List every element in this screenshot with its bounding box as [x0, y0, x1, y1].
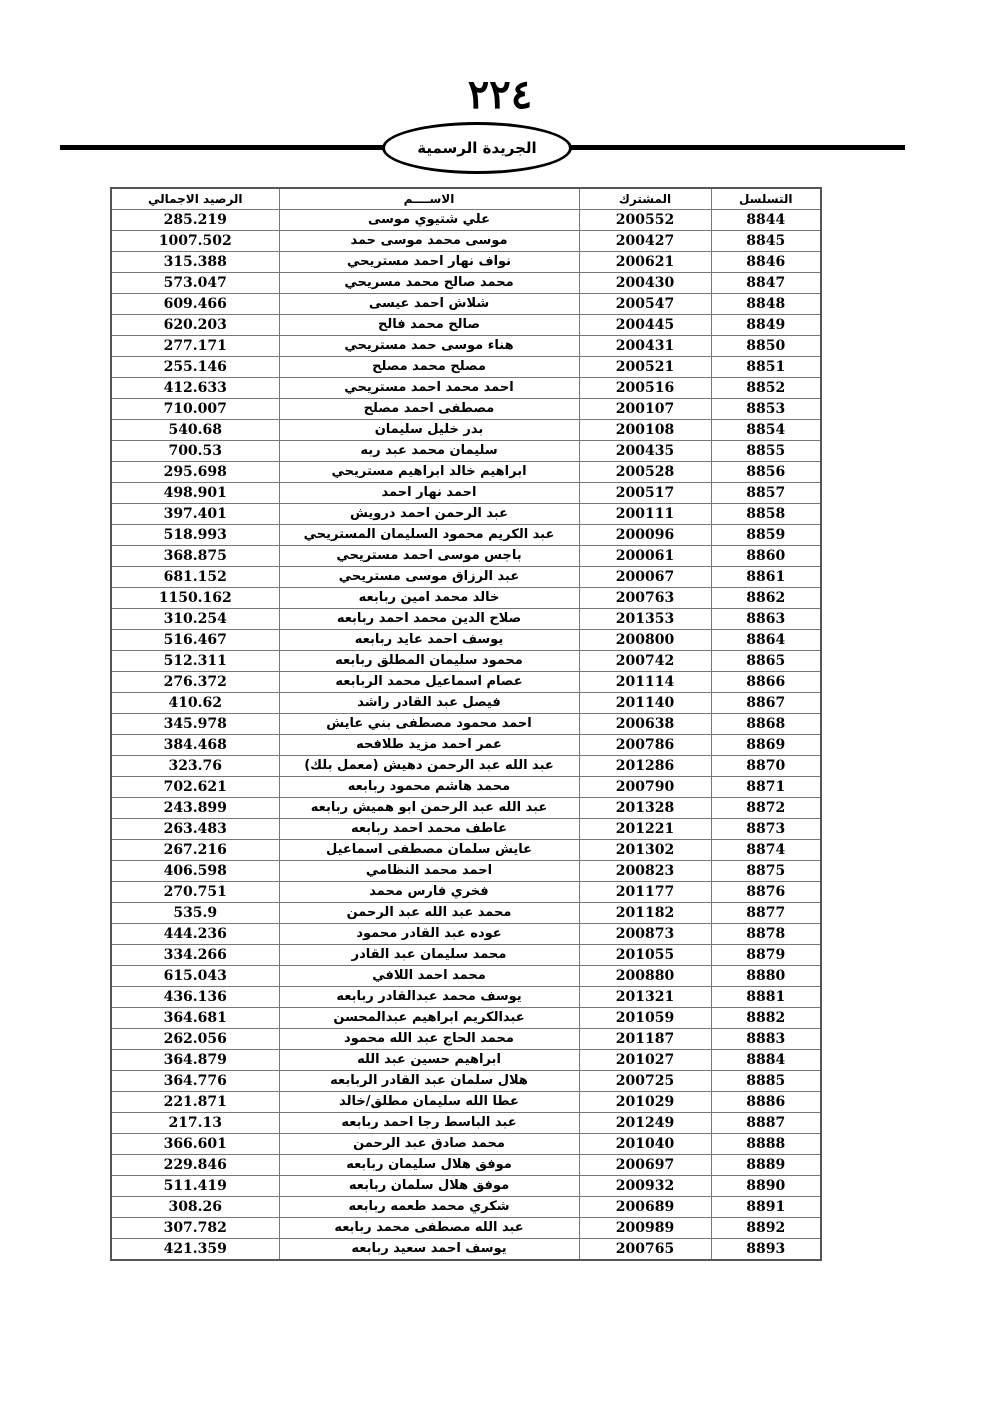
table-row	[111, 336, 821, 357]
subscriber-cell: 201328	[579, 798, 711, 819]
serial-cell: 8878	[711, 924, 821, 945]
table-row	[111, 1218, 821, 1239]
name-cell: محمد احمد اللافي	[279, 966, 579, 987]
table-row	[111, 945, 821, 966]
balance-cell: 384.468	[111, 735, 279, 756]
table-row	[111, 504, 821, 525]
subscriber-cell: 200989	[579, 1218, 711, 1239]
serial-cell: 8858	[711, 504, 821, 525]
table-row	[111, 1155, 821, 1176]
table-row	[111, 714, 821, 735]
balance-cell: 270.751	[111, 882, 279, 903]
balance-cell: 609.466	[111, 294, 279, 315]
serial-cell: 8876	[711, 882, 821, 903]
serial-cell: 8850	[711, 336, 821, 357]
serial-cell: 8855	[711, 441, 821, 462]
subscriber-cell: 201114	[579, 672, 711, 693]
balance-cell: 516.467	[111, 630, 279, 651]
table-row	[111, 756, 821, 777]
balance-cell: 397.401	[111, 504, 279, 525]
name-cell: محمد الحاج عبد الله محمود	[279, 1029, 579, 1050]
subscriber-cell: 200873	[579, 924, 711, 945]
table-row	[111, 924, 821, 945]
table-row	[111, 231, 821, 252]
subscriber-cell: 200742	[579, 651, 711, 672]
table-row	[111, 651, 821, 672]
balance-cell: 345.978	[111, 714, 279, 735]
balance-cell: 243.899	[111, 798, 279, 819]
subscriber-cell: 200621	[579, 252, 711, 273]
subscriber-cell: 201353	[579, 609, 711, 630]
serial-cell: 8873	[711, 819, 821, 840]
gazette-title-oval	[382, 122, 572, 174]
table-row	[111, 630, 821, 651]
subscriber-cell: 201182	[579, 903, 711, 924]
subscriber-cell: 200111	[579, 504, 711, 525]
serial-cell: 8846	[711, 252, 821, 273]
serial-cell: 8856	[711, 462, 821, 483]
balance-cell: 364.681	[111, 1008, 279, 1029]
table-row	[111, 294, 821, 315]
balance-cell: 262.056	[111, 1029, 279, 1050]
name-cell: عبد الرزاق موسى مستريحي	[279, 567, 579, 588]
serial-cell: 8888	[711, 1134, 821, 1155]
subscriber-cell: 200689	[579, 1197, 711, 1218]
name-cell: عمر احمد مزيد طلافحه	[279, 735, 579, 756]
subscriber-cell: 200763	[579, 588, 711, 609]
serial-cell: 8866	[711, 672, 821, 693]
name-cell: عبد الله عبد الرحمن دهيش (معمل بلك)	[279, 756, 579, 777]
balance-cell: 512.311	[111, 651, 279, 672]
subscriber-cell: 200932	[579, 1176, 711, 1197]
serial-cell: 8883	[711, 1029, 821, 1050]
name-cell: احمد محمد النظامي	[279, 861, 579, 882]
subscriber-cell: 200552	[579, 210, 711, 231]
table-row	[111, 420, 821, 441]
table-row	[111, 399, 821, 420]
name-cell: هناء موسى حمد مستريحي	[279, 336, 579, 357]
balance-cell: 263.483	[111, 819, 279, 840]
column-header-subscriber: المشترك	[579, 188, 711, 210]
subscriber-cell: 200108	[579, 420, 711, 441]
table-row	[111, 462, 821, 483]
table-row	[111, 987, 821, 1008]
serial-cell: 8844	[711, 210, 821, 231]
serial-cell: 8890	[711, 1176, 821, 1197]
table-row	[111, 1092, 821, 1113]
subscriber-cell: 200765	[579, 1239, 711, 1261]
name-cell: عطا الله سليمان مطلق/خالد	[279, 1092, 579, 1113]
name-cell: عبد الباسط رجا احمد ربابعه	[279, 1113, 579, 1134]
balance-cell: 364.776	[111, 1071, 279, 1092]
balance-cell: 436.136	[111, 987, 279, 1008]
name-cell: هلال سلمان عبد القادر الربابعه	[279, 1071, 579, 1092]
name-cell: محمد سليمان عبد القادر	[279, 945, 579, 966]
table-row	[111, 798, 821, 819]
name-cell: موفق هلال سلمان ربابعه	[279, 1176, 579, 1197]
serial-cell: 8887	[711, 1113, 821, 1134]
name-cell: مصلح محمد مصلح	[279, 357, 579, 378]
subscriber-cell: 201177	[579, 882, 711, 903]
table-row	[111, 819, 821, 840]
serial-cell: 8853	[711, 399, 821, 420]
balance-cell: 366.601	[111, 1134, 279, 1155]
serial-cell: 8851	[711, 357, 821, 378]
serial-cell: 8857	[711, 483, 821, 504]
subscriber-cell: 200107	[579, 399, 711, 420]
balance-cell: 364.879	[111, 1050, 279, 1071]
name-cell: محمد عبد الله عبد الرحمن	[279, 903, 579, 924]
name-cell: موفق هلال سليمان ربابعه	[279, 1155, 579, 1176]
name-cell: عايش سلمان مصطفى اسماعيل	[279, 840, 579, 861]
serial-cell: 8892	[711, 1218, 821, 1239]
serial-cell: 8848	[711, 294, 821, 315]
balance-cell: 412.633	[111, 378, 279, 399]
subscriber-cell: 201221	[579, 819, 711, 840]
name-cell: علي شتيوي موسى	[279, 210, 579, 231]
table-row	[111, 609, 821, 630]
header-rule-left	[60, 145, 390, 150]
balance-cell: 315.388	[111, 252, 279, 273]
table-row	[111, 1029, 821, 1050]
serial-cell: 8877	[711, 903, 821, 924]
serial-cell: 8860	[711, 546, 821, 567]
name-cell: عصام اسماعيل محمد الربابعه	[279, 672, 579, 693]
balance-cell: 702.621	[111, 777, 279, 798]
subscriber-cell: 200427	[579, 231, 711, 252]
serial-cell: 8875	[711, 861, 821, 882]
serial-cell: 8880	[711, 966, 821, 987]
balance-cell: 307.782	[111, 1218, 279, 1239]
table-row	[111, 1008, 821, 1029]
column-header-serial: التسلسل	[711, 188, 821, 210]
balance-cell: 334.266	[111, 945, 279, 966]
balance-cell: 444.236	[111, 924, 279, 945]
serial-cell: 8885	[711, 1071, 821, 1092]
table-row	[111, 1197, 821, 1218]
serial-cell: 8861	[711, 567, 821, 588]
balance-cell: 540.68	[111, 420, 279, 441]
serial-cell: 8891	[711, 1197, 821, 1218]
table-row	[111, 588, 821, 609]
balance-cell: 221.871	[111, 1092, 279, 1113]
name-cell: محمد صالح محمد مسريحي	[279, 273, 579, 294]
subscriber-cell: 200096	[579, 525, 711, 546]
name-cell: عبد الكريم محمود السليمان المستريحي	[279, 525, 579, 546]
subscriber-cell: 200431	[579, 336, 711, 357]
table-row	[111, 546, 821, 567]
name-cell: فخري فارس محمد	[279, 882, 579, 903]
balance-cell: 511.419	[111, 1176, 279, 1197]
table-row	[111, 525, 821, 546]
subscriber-cell: 201249	[579, 1113, 711, 1134]
serial-cell: 8893	[711, 1239, 821, 1261]
table-row	[111, 1239, 821, 1261]
subscriber-cell: 201040	[579, 1134, 711, 1155]
subscriber-cell: 200786	[579, 735, 711, 756]
subscriber-cell: 200067	[579, 567, 711, 588]
subscriber-cell: 200445	[579, 315, 711, 336]
subscriber-cell: 200790	[579, 777, 711, 798]
name-cell: محمد هاشم محمود ربابعه	[279, 777, 579, 798]
balance-cell: 1150.162	[111, 588, 279, 609]
header-rule-right	[567, 145, 905, 150]
subscriber-cell: 200517	[579, 483, 711, 504]
serial-cell: 8863	[711, 609, 821, 630]
subscriber-cell: 200697	[579, 1155, 711, 1176]
table-row	[111, 1071, 821, 1092]
serial-cell: 8867	[711, 693, 821, 714]
name-cell: بدر خليل سليمان	[279, 420, 579, 441]
balance-cell: 518.993	[111, 525, 279, 546]
balance-cell: 615.043	[111, 966, 279, 987]
table-row	[111, 903, 821, 924]
serial-cell: 8884	[711, 1050, 821, 1071]
table-row	[111, 735, 821, 756]
balance-cell: 406.598	[111, 861, 279, 882]
subscriber-cell: 201286	[579, 756, 711, 777]
subscriber-cell: 200061	[579, 546, 711, 567]
subscriber-cell: 200521	[579, 357, 711, 378]
serial-cell: 8871	[711, 777, 821, 798]
name-cell: نواف نهار احمد مستريحي	[279, 252, 579, 273]
name-cell: عبدالكريم ابراهيم عبدالمحسن	[279, 1008, 579, 1029]
balance-cell: 681.152	[111, 567, 279, 588]
name-cell: يوسف احمد سعيد ربابعه	[279, 1239, 579, 1261]
subscriber-cell: 201302	[579, 840, 711, 861]
serial-cell: 8872	[711, 798, 821, 819]
table-row	[111, 441, 821, 462]
serial-cell: 8869	[711, 735, 821, 756]
serial-cell: 8845	[711, 231, 821, 252]
balance-cell: 710.007	[111, 399, 279, 420]
balance-cell: 308.26	[111, 1197, 279, 1218]
subscriber-cell: 200547	[579, 294, 711, 315]
serial-cell: 8847	[711, 273, 821, 294]
serial-cell: 8868	[711, 714, 821, 735]
balance-cell: 498.901	[111, 483, 279, 504]
name-cell: عاطف محمد احمد ربابعه	[279, 819, 579, 840]
name-cell: فيصل عبد القادر راشد	[279, 693, 579, 714]
balance-cell: 323.76	[111, 756, 279, 777]
name-cell: مصطفى احمد مصلح	[279, 399, 579, 420]
column-header-name: الاســــم	[279, 188, 579, 210]
serial-cell: 8870	[711, 756, 821, 777]
subscriber-cell: 201059	[579, 1008, 711, 1029]
table-row	[111, 1113, 821, 1134]
balance-cell: 310.254	[111, 609, 279, 630]
table-row	[111, 357, 821, 378]
table-row	[111, 1176, 821, 1197]
subscriber-cell: 201321	[579, 987, 711, 1008]
serial-cell: 8879	[711, 945, 821, 966]
balance-cell: 1007.502	[111, 231, 279, 252]
name-cell: شلاش احمد عيسى	[279, 294, 579, 315]
gazette-title: الجريدة الرسمية	[417, 139, 537, 157]
name-cell: موسى محمد موسى حمد	[279, 231, 579, 252]
table-row	[111, 1134, 821, 1155]
table-row	[111, 861, 821, 882]
name-cell: يوسف احمد عايد ربابعه	[279, 630, 579, 651]
balance-cell: 535.9	[111, 903, 279, 924]
balance-cell: 421.359	[111, 1239, 279, 1261]
balance-cell: 229.846	[111, 1155, 279, 1176]
table-row	[111, 840, 821, 861]
table-row	[111, 777, 821, 798]
table-row	[111, 273, 821, 294]
name-cell: محمود سليمان المطلق ربابعه	[279, 651, 579, 672]
table-row	[111, 966, 821, 987]
name-cell: ابراهيم خالد ابراهيم مستريحي	[279, 462, 579, 483]
name-cell: محمد صادق عبد الرحمن	[279, 1134, 579, 1155]
table-row	[111, 315, 821, 336]
balance-cell: 295.698	[111, 462, 279, 483]
name-cell: احمد محمود مصطفى بني عايش	[279, 714, 579, 735]
balance-cell: 255.146	[111, 357, 279, 378]
name-cell: عبد الله مصطفى محمد ربابعه	[279, 1218, 579, 1239]
table-row	[111, 252, 821, 273]
balance-cell: 277.171	[111, 336, 279, 357]
name-cell: باجس موسى احمد مستريحي	[279, 546, 579, 567]
balance-cell: 285.219	[111, 210, 279, 231]
subscriber-cell: 200880	[579, 966, 711, 987]
table-row	[111, 483, 821, 504]
name-cell: يوسف محمد عبدالقادر ربابعه	[279, 987, 579, 1008]
subscriber-balance-table	[110, 187, 822, 1261]
subscriber-cell: 200516	[579, 378, 711, 399]
name-cell: سليمان محمد عبد ربه	[279, 441, 579, 462]
subscriber-cell: 200528	[579, 462, 711, 483]
serial-cell: 8886	[711, 1092, 821, 1113]
subscriber-cell: 201140	[579, 693, 711, 714]
serial-cell: 8882	[711, 1008, 821, 1029]
serial-cell: 8881	[711, 987, 821, 1008]
subscriber-cell: 201029	[579, 1092, 711, 1113]
balance-cell: 368.875	[111, 546, 279, 567]
table-row	[111, 210, 821, 231]
table-row	[111, 378, 821, 399]
name-cell: عبد الله عبد الرحمن ابو هميش ربابعه	[279, 798, 579, 819]
subscriber-cell: 200638	[579, 714, 711, 735]
name-cell: خالد محمد امين ربابعه	[279, 588, 579, 609]
table-row	[111, 567, 821, 588]
subscriber-cell: 200800	[579, 630, 711, 651]
name-cell: عوده عبد القادر محمود	[279, 924, 579, 945]
subscriber-cell: 201187	[579, 1029, 711, 1050]
serial-cell: 8852	[711, 378, 821, 399]
balance-cell: 276.372	[111, 672, 279, 693]
serial-cell: 8862	[711, 588, 821, 609]
balance-cell: 267.216	[111, 840, 279, 861]
page-number: ٢٢٤	[467, 71, 533, 118]
subscriber-cell: 200823	[579, 861, 711, 882]
name-cell: احمد نهار احمد	[279, 483, 579, 504]
subscriber-cell: 201027	[579, 1050, 711, 1071]
name-cell: صلاح الدين محمد احمد ربابعه	[279, 609, 579, 630]
balance-cell: 620.203	[111, 315, 279, 336]
balance-cell: 217.13	[111, 1113, 279, 1134]
subscriber-cell: 200725	[579, 1071, 711, 1092]
serial-cell: 8874	[711, 840, 821, 861]
table-row	[111, 882, 821, 903]
serial-cell: 8889	[711, 1155, 821, 1176]
table-row	[111, 1050, 821, 1071]
name-cell: احمد محمد احمد مستريحي	[279, 378, 579, 399]
column-header-balance: الرصيد الاجمالي	[111, 188, 279, 210]
table-header-row	[111, 188, 821, 210]
balance-cell: 410.62	[111, 693, 279, 714]
subscriber-cell: 200435	[579, 441, 711, 462]
serial-cell: 8849	[711, 315, 821, 336]
table-row	[111, 672, 821, 693]
serial-cell: 8864	[711, 630, 821, 651]
table-row	[111, 693, 821, 714]
subscriber-cell: 201055	[579, 945, 711, 966]
subscriber-cell: 200430	[579, 273, 711, 294]
name-cell: عبد الرحمن احمد درويش	[279, 504, 579, 525]
serial-cell: 8865	[711, 651, 821, 672]
serial-cell: 8859	[711, 525, 821, 546]
name-cell: شكري محمد طعمه ربابعه	[279, 1197, 579, 1218]
balance-cell: 573.047	[111, 273, 279, 294]
name-cell: ابراهيم حسين عبد الله	[279, 1050, 579, 1071]
name-cell: صالح محمد فالح	[279, 315, 579, 336]
serial-cell: 8854	[711, 420, 821, 441]
balance-cell: 700.53	[111, 441, 279, 462]
